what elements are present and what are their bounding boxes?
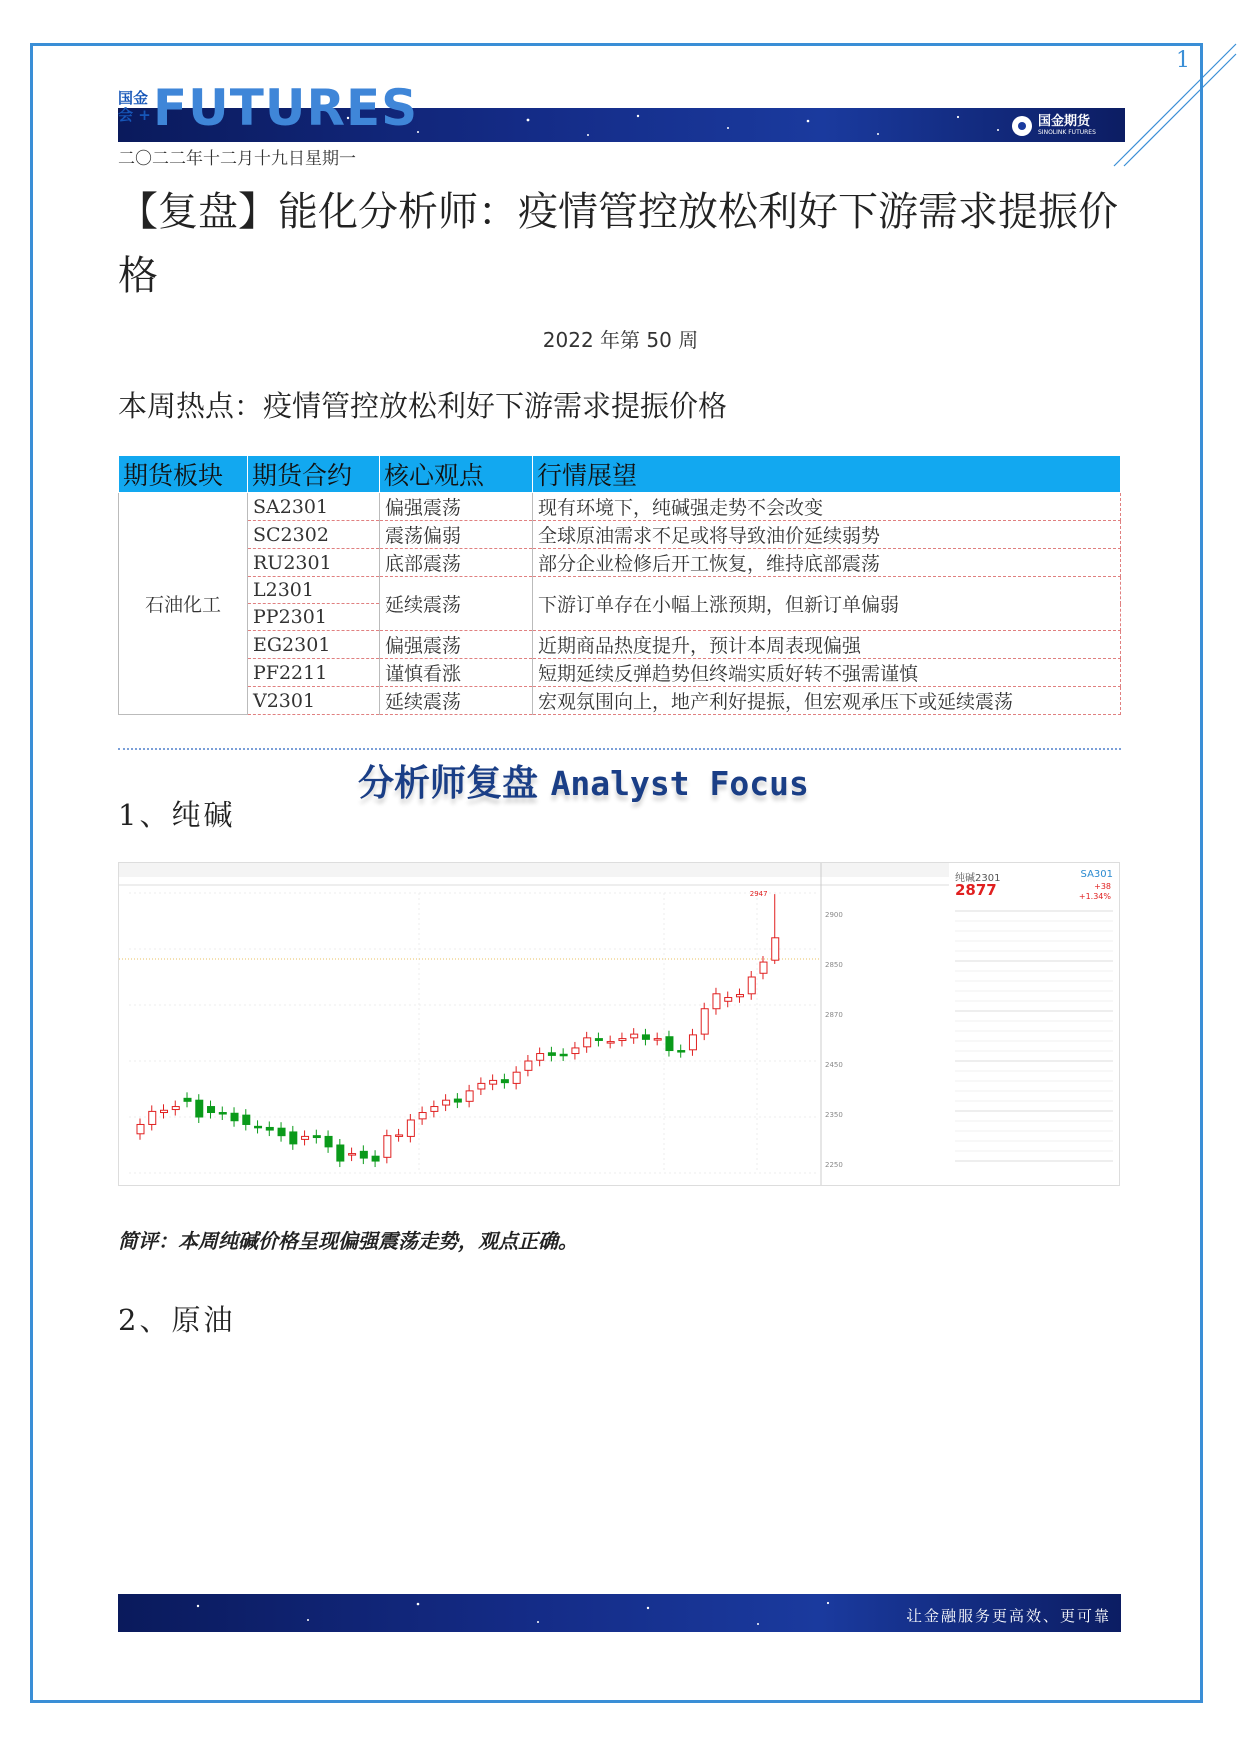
candle-body [196,1100,203,1117]
candle-body [572,1048,579,1054]
candle-body [231,1113,238,1120]
candle-body [161,1110,168,1112]
high-label: 2947 [749,890,768,899]
table-row [119,577,1121,604]
brand-futures-logo: FUTURES [153,79,419,137]
header-sector: 期货板块 [119,456,248,493]
quote-code: SA301 [1080,869,1113,880]
contract-cell: L2301 [248,577,380,604]
contract-cell: EG2301 [248,631,380,659]
view-cell: 底部震荡 [380,549,533,577]
contract-cell: SC2302 [248,521,380,549]
section-heading-soda-ash: 1、纯碱 [118,798,236,832]
quote-price: 2877 [955,881,997,899]
candle-body [642,1035,649,1039]
quote-change-pct: +1.34% [1078,892,1111,901]
report-week: 2022 年第 50 周 [542,328,699,352]
y-tick-label: 2870 [825,1011,843,1019]
candle-body [302,1136,309,1139]
candle-body [772,938,779,960]
candle-body [407,1120,414,1136]
candle-body [266,1127,273,1130]
candle-body [208,1107,215,1113]
view-cell: 偏强震荡 [380,631,533,659]
company-name-en: SINOLINK FUTURES [1038,129,1096,136]
candle-body [584,1038,591,1047]
chart-toolbar [119,863,949,877]
analyst-focus-en: Analyst Focus [550,764,809,803]
view-cell: 震荡偏弱 [380,521,533,549]
brand-small-line1: 国金 [118,89,149,107]
brand-small-logo [118,90,151,124]
candle-body [349,1154,356,1156]
candle-body [360,1151,367,1158]
outlook-cell: 全球原油需求不足或将导致油价延续弱势 [533,521,1121,549]
outlook-cell: 近期商品热度提升，预计本周表现偏强 [533,631,1121,659]
candle-body [619,1039,626,1041]
y-tick-label: 2450 [825,1061,843,1069]
candlestick-chart [119,863,949,1185]
candlestick-chart-screenshot [118,862,1120,1186]
sector-cell: 石油化工 [119,493,248,715]
candle-body [372,1156,379,1161]
candle-body [419,1113,426,1119]
candle-body [560,1054,567,1056]
table-row [119,687,1121,715]
quote-panel [949,863,1119,1185]
candle-body [219,1113,226,1115]
candle-body [595,1039,602,1041]
quote-panel-rows-decoration [949,863,1119,1185]
contract-cell: RU2301 [248,549,380,577]
y-tick-label: 2900 [825,911,843,919]
candle-body [537,1054,544,1061]
candle-body [760,962,767,973]
candle-body [736,995,743,997]
report-title: 【复盘】能化分析师：疫情管控放松利好下游需求提振价格 [118,189,1118,299]
corner-decoration [1110,40,1240,170]
candle-body [466,1091,473,1101]
footer-banner [118,1594,1121,1632]
candle-body [325,1136,332,1146]
view-cell: 偏强震荡 [380,493,533,521]
candle-body [678,1051,685,1053]
header-contract: 期货合约 [248,456,380,493]
y-tick-label: 2850 [825,961,843,969]
candle-body [137,1124,144,1133]
company-logo [1012,115,1096,137]
quote-name: 纯碱2301 [955,873,1001,884]
candle-body [607,1042,614,1044]
company-logo-icon [1012,116,1032,136]
analyst-focus-heading [358,755,809,806]
candle-body [525,1061,532,1070]
quote-change-abs: +38 [1094,882,1111,891]
candle-body [689,1035,696,1050]
candle-body [701,1009,708,1034]
y-tick-label: 2350 [825,1111,843,1119]
candle-body [149,1111,156,1124]
contract-cell: PF2211 [248,659,380,687]
candle-body [431,1107,438,1112]
candle-body [384,1136,391,1158]
candle-body [443,1100,450,1105]
candle-body [631,1034,638,1038]
candle-body [337,1145,344,1161]
candle-body [313,1136,320,1138]
table-row [119,493,1121,521]
view-cell: 谨慎看涨 [380,659,533,687]
outlook-cell: 下游订单存在小幅上涨预期，但新订单偏弱 [533,577,1121,631]
outlook-cell: 现有环境下，纯碱强走势不会改变 [533,493,1121,521]
candle-body [243,1115,250,1124]
table-row [119,659,1121,687]
contract-cell: PP2301 [248,604,380,631]
company-name-cn: 国金期货 [1038,114,1091,129]
footer-slogan: 让金融服务更高效、更可靠 [906,1607,1111,1625]
outlook-cell: 部分企业检修后开工恢复，维持底部震荡 [533,549,1121,577]
outlook-table [118,455,1121,715]
candle-body [184,1098,191,1101]
analyst-focus-cn: 分析师复盘 [358,763,539,804]
contract-cell: SA2301 [248,493,380,521]
weekly-hotspot: 本周热点：疫情管控放松利好下游需求提振价格 [118,389,728,423]
table-row [119,549,1121,577]
candle-body [172,1107,179,1110]
candle-body [725,998,732,1002]
candle-body [513,1072,520,1083]
candle-body [255,1126,262,1128]
page-number: 1 [1176,48,1190,73]
section-divider [118,748,1121,750]
candle-body [290,1132,297,1144]
candle-body [396,1135,403,1137]
y-tick-label: 2250 [825,1161,843,1169]
candle-body [748,977,755,994]
candle-body [666,1037,673,1051]
section-heading-crude-oil: 2、原油 [118,1303,236,1337]
candle-body [490,1080,497,1084]
table-row [119,631,1121,659]
review-comment: 简评：本周纯碱价格呈现偏强震荡走势，观点正确。 [118,1229,578,1253]
candle-body [454,1099,461,1102]
outlook-cell: 宏观氛围向上，地产利好提振，但宏观承压下或延续震荡 [533,687,1121,715]
brand-small-line2: 会 + [118,106,151,124]
view-cell: 延续震荡 [380,577,533,631]
candle-body [713,994,720,1009]
header-outlook: 行情展望 [533,456,1121,493]
view-cell: 延续震荡 [380,687,533,715]
candle-body [278,1128,285,1135]
candle-body [478,1083,485,1089]
candle-body [548,1053,555,1056]
table-header-row [119,456,1121,493]
contract-cell: V2301 [248,687,380,715]
report-date: 二〇二二年十二月十九日星期一 [118,149,356,169]
outlook-cell: 短期延续反弹趋势但终端实质好转不强需谨慎 [533,659,1121,687]
candle-body [654,1039,661,1041]
header-view: 核心观点 [380,456,533,493]
table-row [119,521,1121,549]
candle-body [501,1080,508,1083]
